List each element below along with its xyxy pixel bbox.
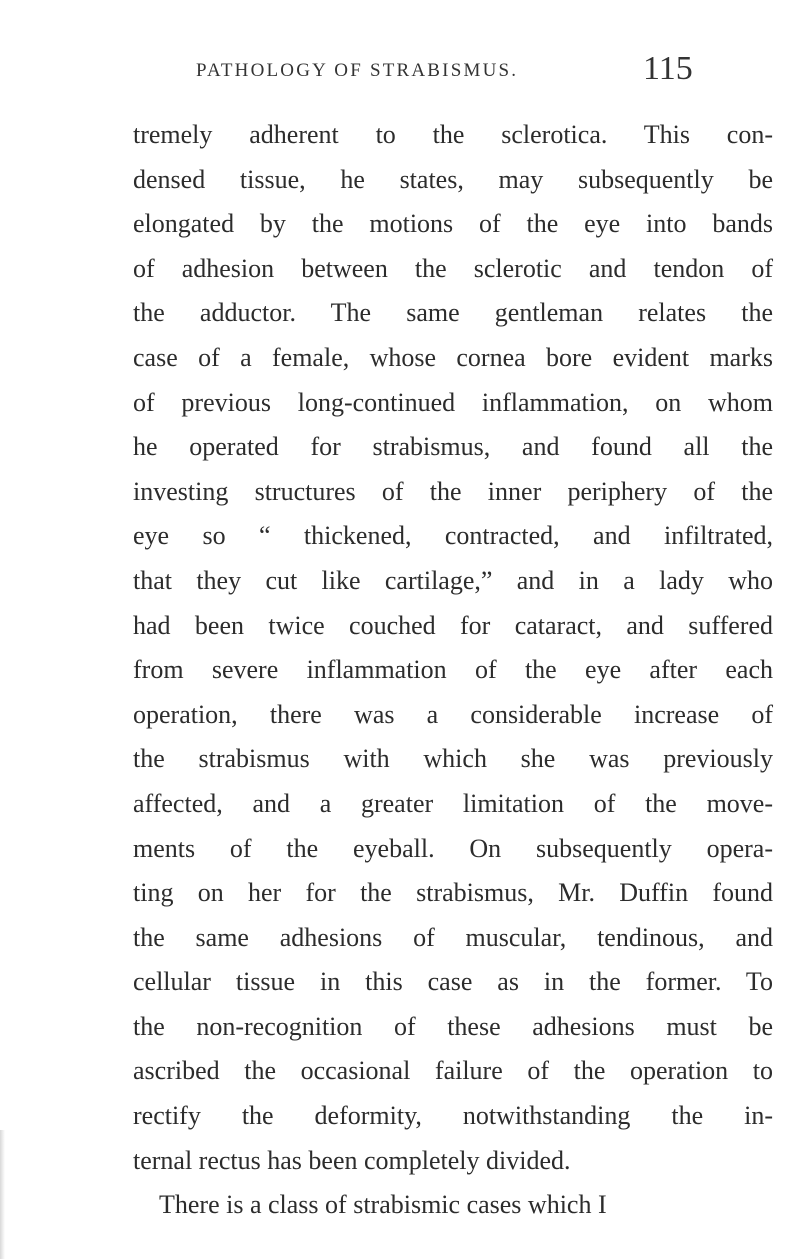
text-line: operation, there was a considerable increase of (133, 699, 773, 729)
text-line: he operated for strabismus, and found all the (133, 432, 773, 462)
text-line: the same adhesions of muscular, tendinous, and (133, 922, 773, 952)
text-line: ting on her for the strabismus, Mr. Duffin found (133, 878, 773, 908)
page-number: 115 (643, 50, 693, 87)
body-text (133, 113, 773, 1228)
text-line: eye so “ thickened, contracted, and infiltrated, (133, 521, 773, 551)
text-line: ascribed the occasional failure of the operation to (133, 1056, 773, 1086)
text-line: the strabismus with which she was previously (133, 744, 773, 774)
running-title: PATHOLOGY OF STRABISMUS. (196, 60, 519, 81)
text-line: investing structures of the inner periphery of the (133, 476, 773, 506)
text-line: the adductor. The same gentleman relates the (133, 298, 773, 328)
text-line: ternal rectus has been completely divided. (133, 1145, 571, 1175)
text-line: tremely adherent to the sclerotica. This con- (133, 120, 773, 149)
text-line: had been twice couched for cataract, and suffered (133, 610, 773, 640)
text-line: rectify the deformity, notwithstanding the in- (133, 1101, 773, 1131)
text-line: of adhesion between the sclerotic and tendon of (133, 253, 773, 283)
text-line: the non-recognition of these adhesions must be (133, 1011, 773, 1041)
text-line: affected, and a greater limitation of the move- (133, 788, 773, 818)
text-line: There is a class of strabismic cases which I (159, 1190, 607, 1220)
text-line: ments of the eyeball. On subsequently opera- (133, 833, 773, 863)
text-line: from severe inflammation of the eye after each (133, 655, 773, 685)
text-line: case of a female, whose cornea bore evident marks (133, 342, 773, 372)
text-line: that they cut like cartilage,” and in a lady who (133, 565, 773, 595)
text-line: of previous long-continued inflammation, on whom (133, 387, 773, 417)
text-line: densed tissue, he states, may subsequently be (133, 164, 773, 194)
text-line: cellular tissue in this case as in the former. To (133, 967, 773, 997)
page-edge-shadow (0, 1130, 5, 1259)
text-line: elongated by the motions of the eye into bands (133, 209, 773, 239)
